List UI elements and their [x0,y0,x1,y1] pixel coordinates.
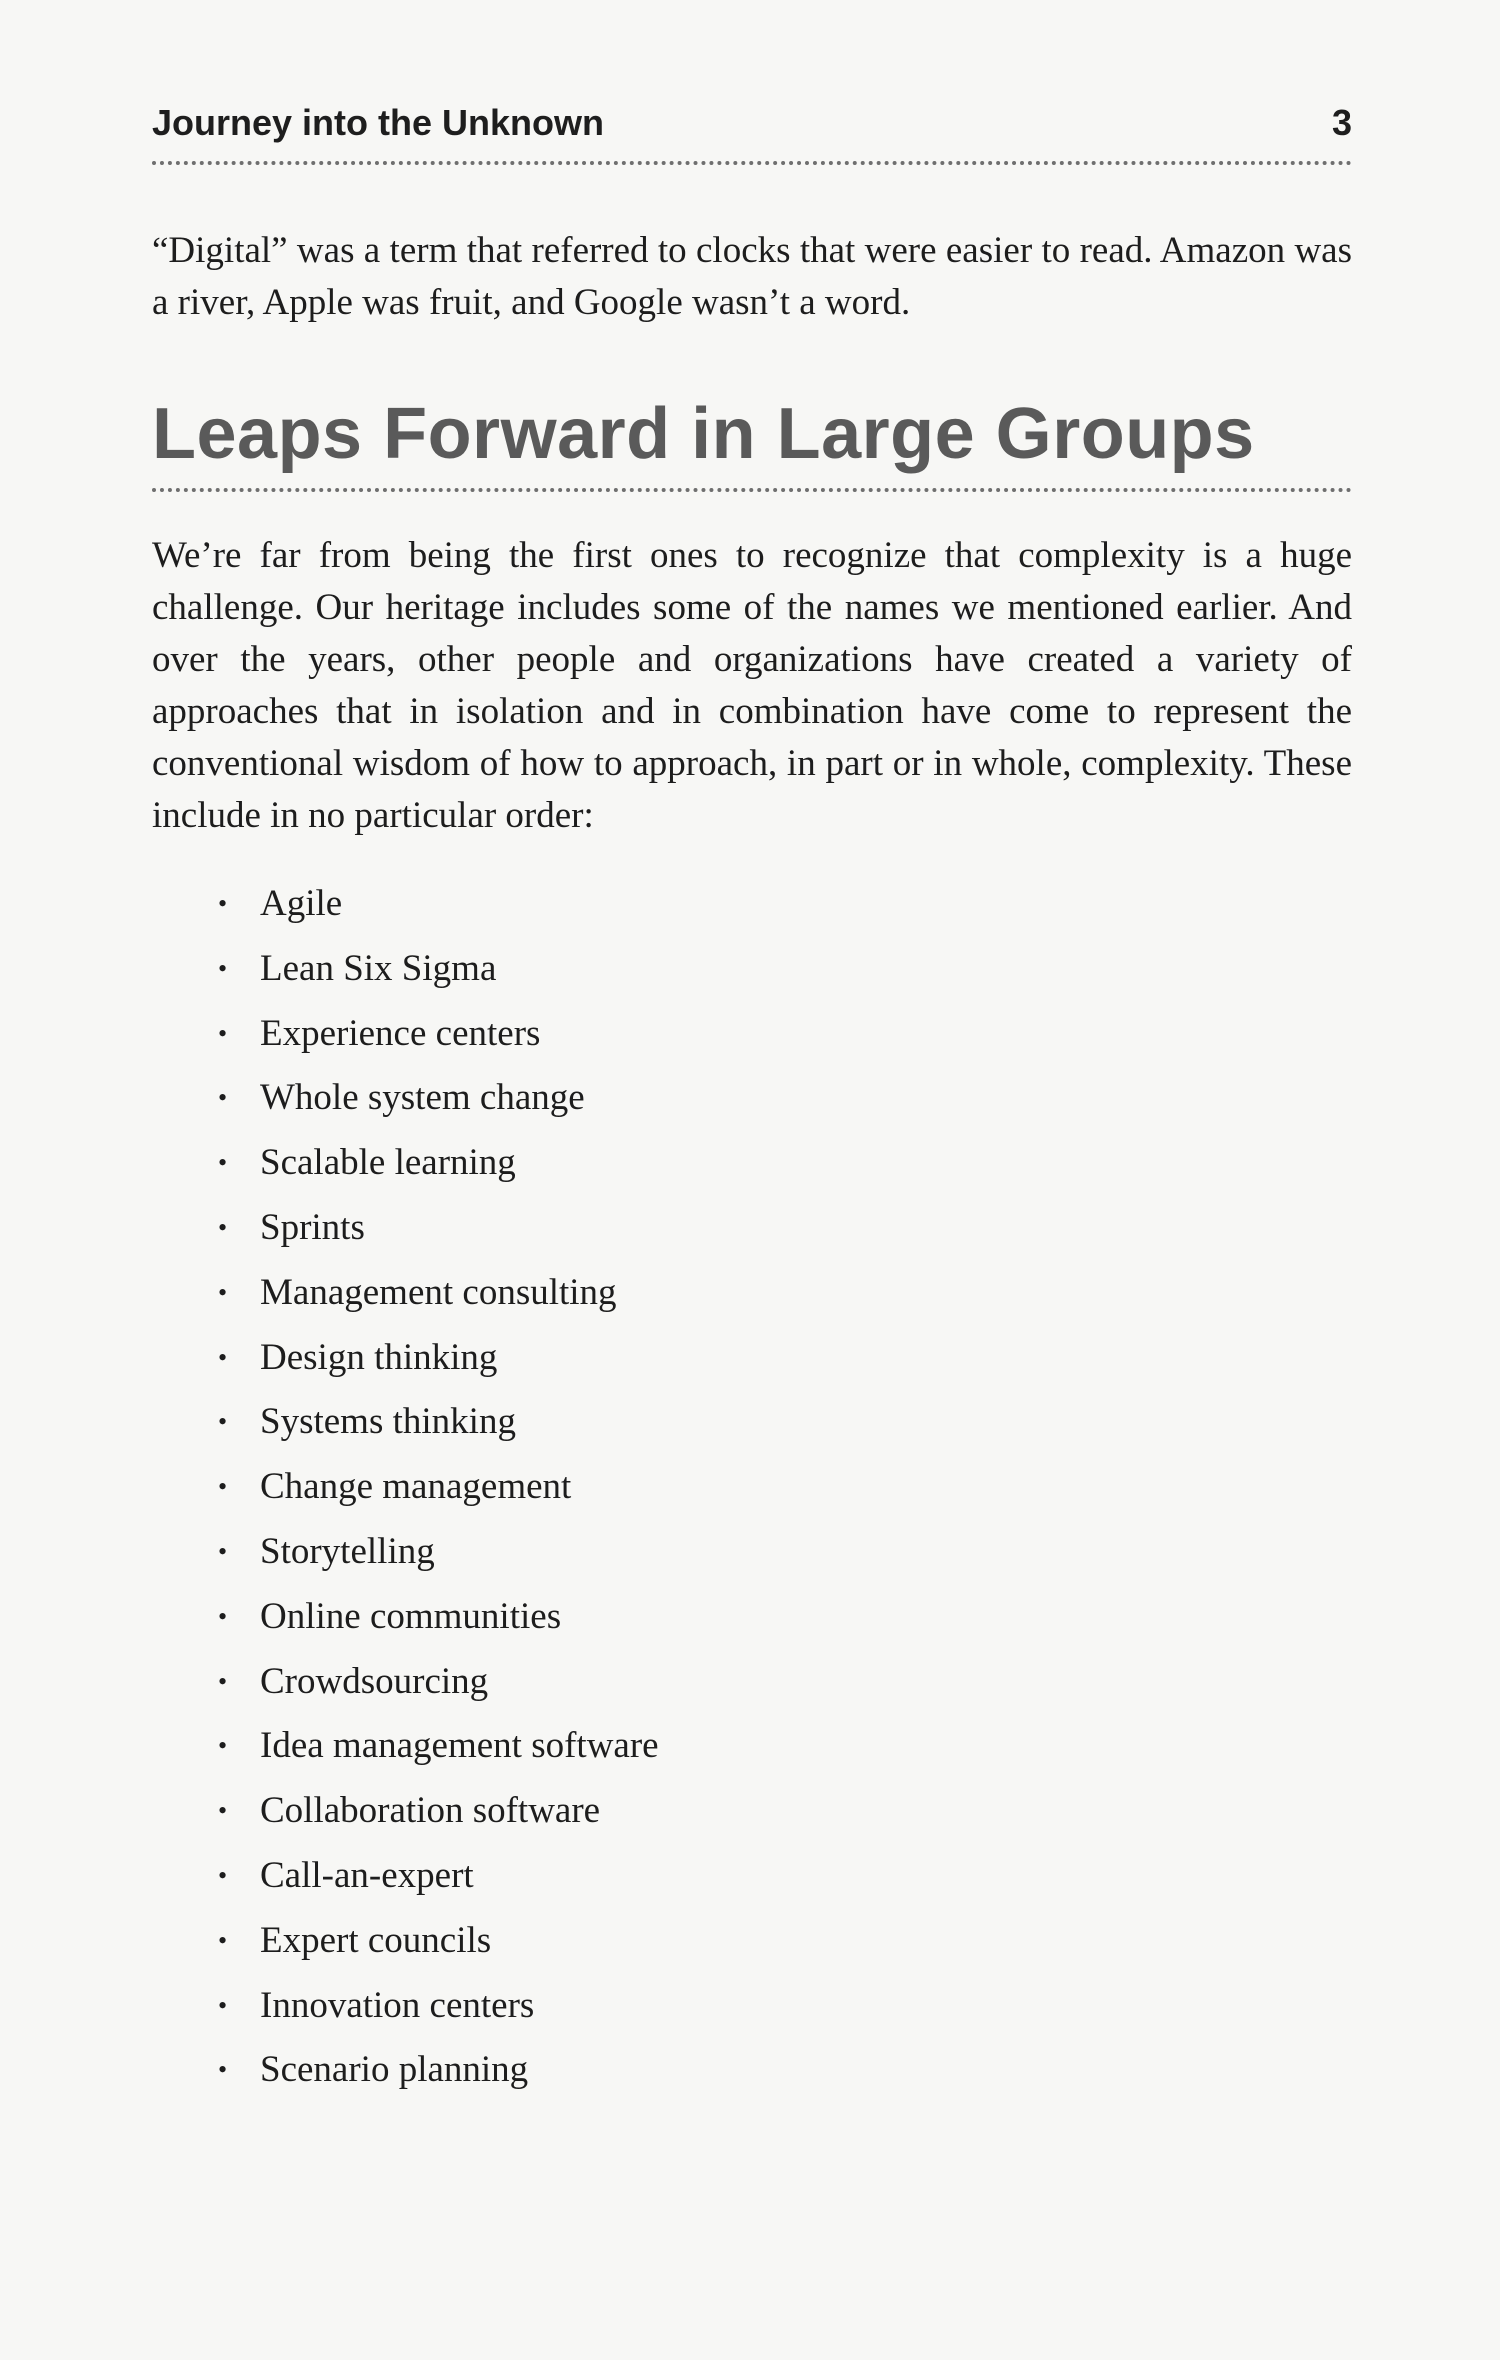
header-divider [152,161,1352,165]
list-item [152,943,1352,1008]
bullet-icon: • [218,1860,228,1890]
bullet-icon: • [218,1796,228,1826]
list-item-text: Design thinking [260,1336,498,1378]
running-head-title: Journey into the Unknown [152,102,605,143]
bullet-icon: • [218,889,228,918]
list-item [152,1526,1352,1591]
bullet-icon: • [218,1277,228,1307]
list-item [152,1202,1352,1267]
bullet-icon: • [218,1731,228,1761]
list-item [152,1656,1352,1721]
list-item [152,1332,1352,1397]
bullet-icon: • [218,1018,228,1048]
list-item-text: Online communities [260,1595,562,1637]
list-item-text: Agile [260,883,343,924]
bullet-icon: • [218,953,228,983]
list-item-text: Idea management software [260,1725,659,1767]
bullet-icon: • [218,1925,228,1955]
bullet-icon: • [218,1212,228,1242]
approaches-list [152,878,1352,2109]
list-item [152,1137,1352,1202]
book-page [152,0,1352,2360]
section-heading: Leaps Forward in Large Groups [152,394,1255,474]
intro-paragraph: “Digital” was a term that referred to clocks that were easier to read. Amazon was a river, Apple was fruit, and Google wasn’t a word. [152,230,1352,323]
list-item [152,1980,1352,2045]
list-item-text: Scalable learning [260,1142,516,1184]
bullet-icon: • [218,1407,228,1437]
list-item [152,1720,1352,1785]
list-item-text: Management consulting [260,1271,617,1313]
running-head [152,102,1352,162]
bullet-icon: • [218,1990,228,2020]
list-item-text: Experience centers [260,1012,541,1054]
list-item-text: Change management [260,1466,572,1508]
bullet-icon: • [218,1472,228,1502]
list-item [152,1008,1352,1073]
bullet-icon: • [218,1666,228,1696]
list-item-text: Whole system change [260,1077,585,1119]
bullet-icon: • [218,1536,228,1566]
bullet-icon: • [218,1601,228,1631]
list-item-text: Innovation centers [260,1984,535,2026]
list-item-text: Call-an-expert [260,1854,474,1896]
list-item-text: Collaboration software [260,1790,601,1832]
bullet-icon: • [218,2055,228,2085]
list-item [152,1785,1352,1850]
list-item [152,1267,1352,1332]
list-item-text: Storytelling [260,1530,435,1572]
list-item-text: Systems thinking [260,1401,516,1443]
list-item-text: Scenario planning [260,2049,529,2091]
bullet-icon: • [218,1342,228,1372]
body-paragraph: We’re far from being the first ones to recognize that complexity is a huge challenge. Our heritage includes some of the names we mentioned earlier. And over the years, other people and organizations have created a variety of approaches that in isolation and in combination have come to represent the conventional wisdom of how to approach, in part or in whole, complexity. These include in no particular order: [152,535,1352,836]
list-item-text: Expert councils [260,1919,492,1961]
bullet-icon: • [218,1148,228,1178]
list-item-text: Crowdsourcing [260,1660,489,1702]
list-item [152,1461,1352,1526]
list-item-text: Lean Six Sigma [260,947,497,989]
list-item [152,1396,1352,1461]
list-item [152,878,1352,943]
heading-divider [152,488,1352,492]
list-item [152,1850,1352,1915]
list-item [152,1915,1352,1980]
list-item [152,2044,1352,2109]
list-item [152,1072,1352,1137]
list-item-text: Sprints [260,1206,365,1248]
page-number: 3 [1331,102,1352,143]
list-item [152,1591,1352,1656]
bullet-icon: • [218,1083,228,1113]
